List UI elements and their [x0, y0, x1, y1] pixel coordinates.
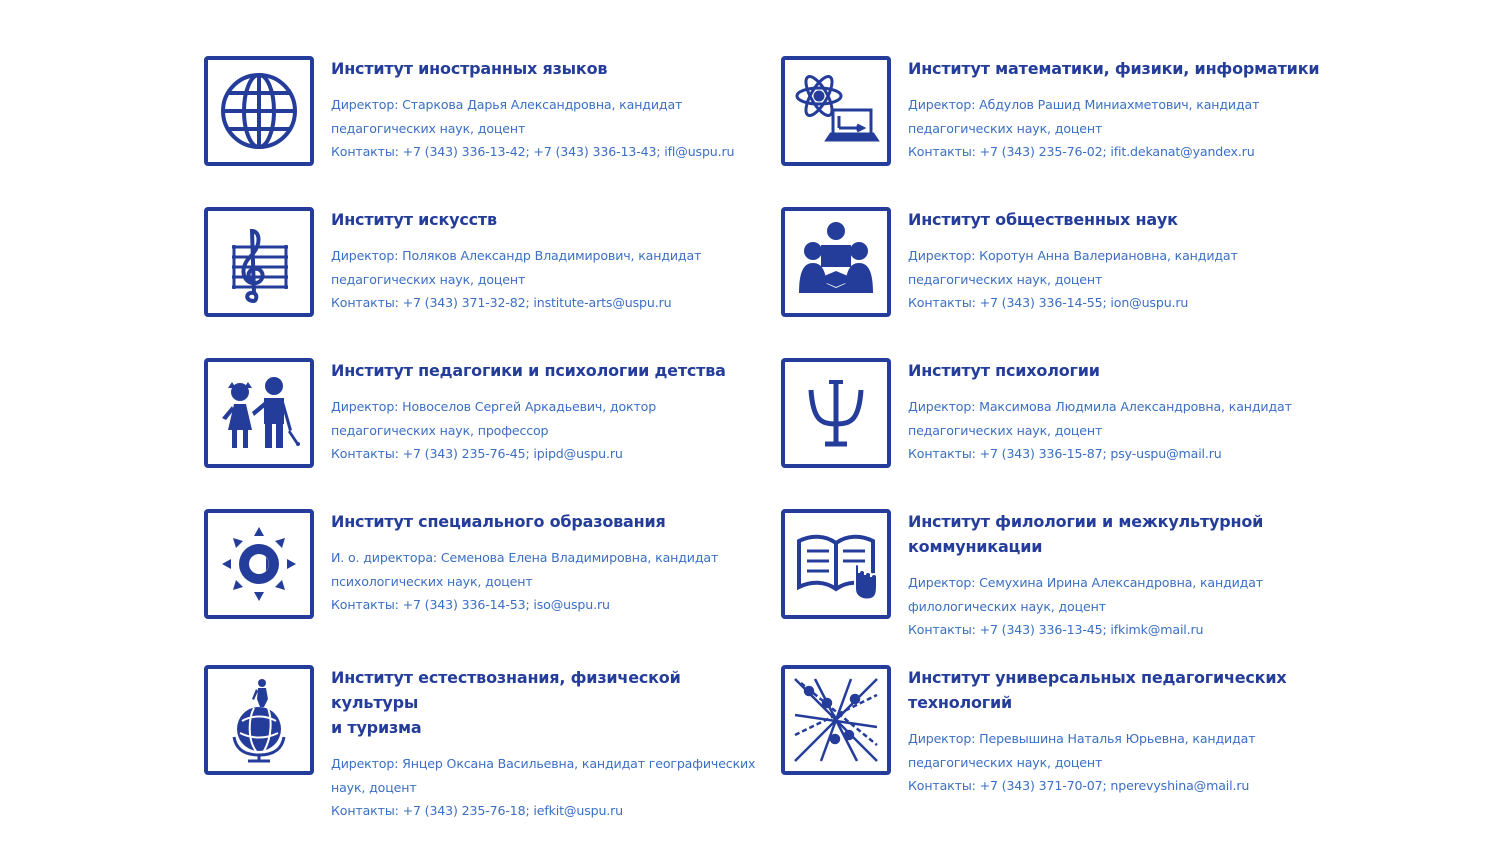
director-line: Директор: Перевышина Наталья Юрьевна, кандидат	[908, 731, 1256, 746]
psi-icon	[781, 358, 891, 468]
contacts-line[interactable]: Контакты: +7 (343) 336-15-87; psy-uspu@mail.ru	[908, 446, 1222, 461]
people-group-icon	[781, 207, 891, 317]
director-line: Директор: Янцер Оксана Васильевна, кандидат географических	[331, 756, 756, 771]
contacts-line[interactable]: Контакты: +7 (343) 336-13-42; +7 (343) 336-13-43; ifl@uspu.ru	[331, 144, 735, 159]
children-icon	[204, 358, 314, 468]
contacts-line[interactable]: Контакты: +7 (343) 336-14-53; iso@uspu.ru	[331, 597, 610, 612]
director-line: Директор: Семухина Ирина Александровна, кандидат	[908, 575, 1263, 590]
contacts-line[interactable]: Контакты: +7 (343) 336-14-55; ion@uspu.ru	[908, 295, 1189, 310]
degree-line: педагогических наук, доцент	[908, 754, 1103, 770]
institute-title: Институт математики, физики, информатики	[908, 59, 1320, 78]
director-line: Директор: Старкова Дарья Александровна, кандидат	[331, 97, 683, 112]
degree-line: педагогических наук, доцент	[908, 422, 1103, 438]
network-lines-icon	[781, 665, 891, 775]
degree-line: психологических наук, доцент	[331, 573, 533, 589]
institute-title-line-2: и туризма	[331, 718, 422, 737]
treble-clef-icon	[204, 207, 314, 317]
contacts-line[interactable]: Контакты: +7 (343) 235-76-45; ipipd@uspu.ru	[331, 446, 623, 461]
institute-title: Институт общественных наук	[908, 210, 1178, 229]
director-line: Директор: Абдулов Рашид Миниахметович, кандидат	[908, 97, 1260, 112]
degree-line: педагогических наук, доцент	[908, 120, 1103, 136]
director-line: Директор: Поляков Александр Владимирович, кандидат	[331, 248, 702, 263]
director-line: Директор: Коротун Анна Валериановна, кандидат	[908, 248, 1238, 263]
globe-icon	[204, 56, 314, 166]
contacts-line[interactable]: Контакты: +7 (343) 371-70-07; nperevyshina@mail.ru	[908, 778, 1250, 793]
degree-line: педагогических наук, доцент	[331, 120, 526, 136]
globe-hiker-icon	[204, 665, 314, 775]
degree-line: филологических наук, доцент	[908, 598, 1106, 614]
degree-line: педагогических наук, доцент	[331, 271, 526, 287]
institute-title: Институт филологии и межкультурной	[908, 512, 1264, 531]
director-line: Директор: Максимова Людмила Александровна, кандидат	[908, 399, 1292, 414]
atom-laptop-icon	[781, 56, 891, 166]
institute-title: Институт иностранных языков	[331, 59, 608, 78]
sun-icon	[204, 509, 314, 619]
director-line: Директор: Новоселов Сергей Аркадьевич, доктор	[331, 399, 657, 414]
degree-line: педагогических наук, профессор	[331, 422, 549, 438]
open-book-icon	[781, 509, 891, 619]
contacts-line[interactable]: Контакты: +7 (343) 371-32-82; institute-arts@uspu.ru	[331, 295, 672, 310]
institute-title: Институт педагогики и психологии детства	[331, 361, 726, 380]
institute-title: Институт искусств	[331, 210, 497, 229]
institute-title-line-2: коммуникации	[908, 537, 1043, 556]
director-line: И. о. директора: Семенова Елена Владимировна, кандидат	[331, 550, 719, 565]
institute-title: Институт естествознания, физической культуры	[331, 668, 681, 712]
degree-line: наук, доцент	[331, 779, 417, 795]
contacts-line[interactable]: Контакты: +7 (343) 235-76-18; iefkit@uspu.ru	[331, 803, 624, 818]
institute-title: Институт специального образования	[331, 512, 666, 531]
contacts-line[interactable]: Контакты: +7 (343) 336-13-45; ifkimk@mail.ru	[908, 622, 1204, 637]
institute-title: Институт универсальных педагогических	[908, 668, 1287, 687]
institute-title: Институт психологии	[908, 361, 1100, 380]
institute-title-line-2: технологий	[908, 693, 1012, 712]
degree-line: педагогических наук, доцент	[908, 271, 1103, 287]
contacts-line[interactable]: Контакты: +7 (343) 235-76-02; ifit.dekanat@yandex.ru	[908, 144, 1255, 159]
